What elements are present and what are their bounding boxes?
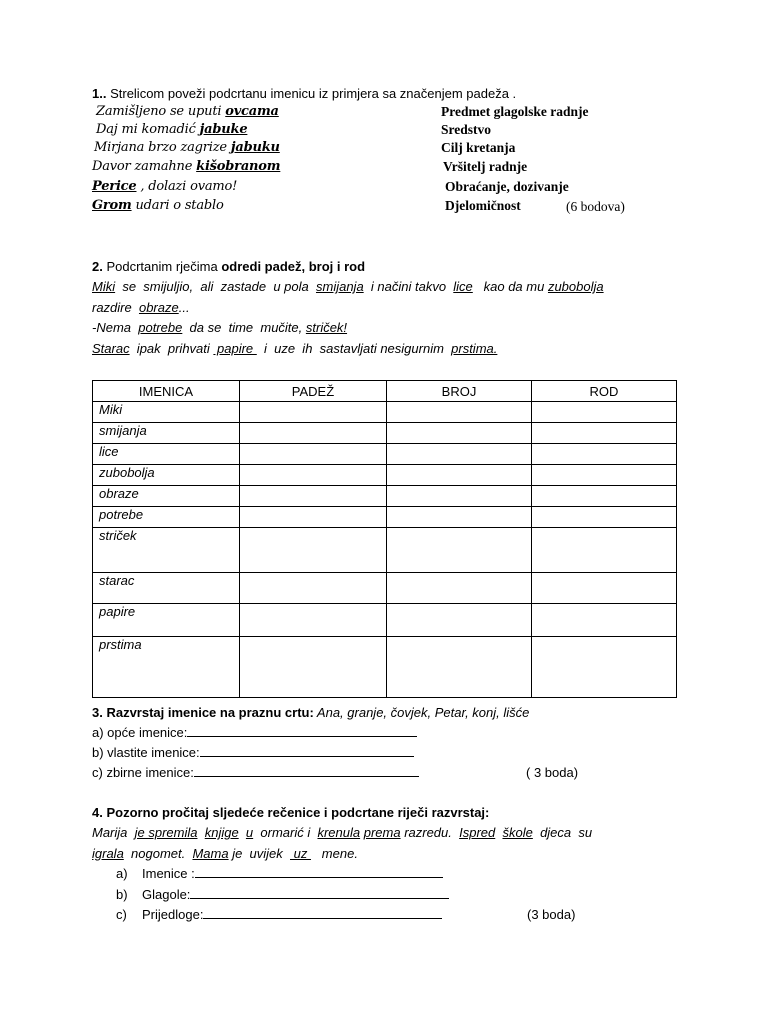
task4-text-line	[92, 825, 592, 840]
answer-cell[interactable]	[387, 465, 532, 486]
table-row	[93, 402, 677, 423]
answer-cell[interactable]	[240, 573, 387, 604]
table-row	[93, 465, 677, 486]
task1-number: 1..	[92, 86, 107, 101]
underlined-word: lice	[453, 279, 473, 294]
column-header: IMENICA	[93, 381, 240, 402]
meaning-item: Predmet glagolske radnje	[441, 104, 589, 119]
answer-cell[interactable]	[532, 423, 677, 444]
underlined-noun: jabuku	[230, 140, 280, 155]
answer-cell[interactable]	[240, 486, 387, 507]
underlined-noun: Perice	[92, 179, 137, 194]
text-run: razdire	[92, 300, 139, 315]
text-run: i načini takvo	[363, 279, 454, 294]
task3-item: c) zbirne imenice:	[92, 765, 419, 780]
text-run: ...	[178, 300, 190, 315]
meaning-item: Cilj kretanja	[441, 140, 516, 155]
answer-cell[interactable]	[532, 507, 677, 528]
meaning-item: Obraćanje, dozivanje	[445, 179, 569, 194]
answer-cell[interactable]	[240, 637, 387, 698]
task2-text-line	[92, 341, 497, 356]
text-run: -Nema	[92, 320, 139, 335]
table-row	[93, 528, 677, 573]
text-run: je uvijek	[228, 846, 290, 861]
table-row	[93, 604, 677, 637]
task4-item: b) Glagole:	[116, 887, 449, 902]
answer-line[interactable]	[187, 725, 417, 737]
underlined-noun: Grom	[92, 198, 132, 213]
text-run: ipak prihvati	[129, 341, 214, 356]
table-row	[93, 573, 677, 604]
answer-cell[interactable]	[387, 604, 532, 637]
noun-cell: prstima	[93, 637, 240, 698]
noun-cell: lice	[93, 444, 240, 465]
underlined-word: prema	[363, 825, 401, 840]
example-row: Perice , dolazi ovamo!	[92, 179, 238, 194]
underlined-word: u	[245, 825, 254, 840]
noun-cell: potrebe	[93, 507, 240, 528]
answer-cell[interactable]	[387, 402, 532, 423]
underlined-word: Ispred	[459, 825, 496, 840]
text-run: razredu.	[400, 825, 460, 840]
table-row	[93, 507, 677, 528]
answer-cell[interactable]	[532, 528, 677, 573]
underlined-word: knjige	[204, 825, 239, 840]
noun-cell: zubobolja	[93, 465, 240, 486]
task1-instruction: Strelicom poveži podcrtanu imenicu iz primjera sa značenjem padeža .	[106, 86, 517, 101]
answer-cell[interactable]	[387, 507, 532, 528]
underlined-word: uz	[290, 846, 311, 861]
underlined-word: striček!	[305, 320, 348, 335]
underlined-word: obraze	[138, 300, 179, 315]
answer-cell[interactable]	[532, 444, 677, 465]
task1-points: (6 bodova)	[566, 199, 625, 214]
task2-number: 2.	[92, 259, 103, 274]
answer-cell[interactable]	[532, 604, 677, 637]
answer-cell[interactable]	[532, 465, 677, 486]
answer-cell[interactable]	[240, 528, 387, 573]
text-run	[197, 825, 204, 840]
text-run: nogomet.	[123, 846, 193, 861]
meaning-item: Vršitelj radnje	[443, 159, 528, 174]
answer-cell[interactable]	[532, 637, 677, 698]
noun-cell: papire	[93, 604, 240, 637]
answer-cell[interactable]	[387, 444, 532, 465]
answer-cell[interactable]	[387, 573, 532, 604]
noun-cell: Miki	[93, 402, 240, 423]
answer-cell[interactable]	[532, 402, 677, 423]
task1-title	[92, 86, 516, 101]
underlined-noun: ovcama	[225, 104, 279, 119]
answer-cell[interactable]	[387, 528, 532, 573]
column-header: PADEŽ	[240, 381, 387, 402]
underlined-word: je spremila	[134, 825, 198, 840]
answer-line[interactable]	[203, 907, 442, 919]
task2-text-line	[92, 320, 347, 335]
text-run	[239, 825, 246, 840]
column-header: ROD	[532, 381, 677, 402]
answer-cell[interactable]	[240, 423, 387, 444]
answer-cell[interactable]	[240, 507, 387, 528]
underlined-noun: jabuke	[199, 122, 248, 137]
meaning-item: Sredstvo	[441, 122, 492, 137]
column-header: BROJ	[387, 381, 532, 402]
table-row	[93, 637, 677, 698]
noun-cell: striček	[93, 528, 240, 573]
underlined-word: krenula	[317, 825, 361, 840]
underlined-noun: kišobranom	[196, 159, 281, 174]
text-run: Marija	[92, 825, 135, 840]
answer-cell[interactable]	[387, 423, 532, 444]
table-row	[93, 444, 677, 465]
task3-number: 3.	[92, 705, 103, 720]
noun-analysis-table	[92, 380, 677, 698]
underlined-word: Starac	[92, 341, 130, 356]
answer-cell[interactable]	[387, 486, 532, 507]
task3-item: a) opće imenice:	[92, 725, 417, 740]
table-row	[93, 423, 677, 444]
underlined-word: papire	[213, 341, 257, 356]
task2-text-line	[92, 300, 190, 315]
task3-title: 3. Razvrstaj imenice na praznu crtu: Ana, granje, čovjek, Petar, konj, lišće	[92, 705, 530, 720]
answer-cell[interactable]	[387, 637, 532, 698]
table-header-row	[93, 381, 677, 402]
task4-title: 4. Pozorno pročitaj sljedeće rečenice i podcrtane riječi razvrstaj:	[92, 805, 490, 820]
task2-title: 2. Podcrtanim rječima odredi padež, broj i rod	[92, 259, 366, 274]
answer-line[interactable]	[195, 866, 443, 878]
task4-item: c) Prijedloge:	[116, 907, 442, 922]
text-run: djeca su	[532, 825, 593, 840]
noun-cell: starac	[93, 573, 240, 604]
underlined-word: zubobolja	[547, 279, 604, 294]
underlined-word: Miki	[92, 279, 116, 294]
underlined-word: Mama	[192, 846, 229, 861]
underlined-word: prstima.	[451, 341, 498, 356]
answer-cell[interactable]	[532, 573, 677, 604]
example-row: Zamišljeno se uputi ovcama	[96, 104, 279, 119]
answer-cell[interactable]	[240, 604, 387, 637]
underlined-word: smijanja	[315, 279, 364, 294]
task3-points: ( 3 boda)	[526, 765, 579, 780]
text-run: da se time mučite,	[182, 320, 306, 335]
example-row: Mirjana brzo zagrize jabuku	[94, 140, 280, 155]
task3-word-list: Ana, granje, čovjek, Petar, konj, lišće	[313, 705, 530, 720]
text-run: mene.	[310, 846, 358, 861]
answer-cell[interactable]	[240, 444, 387, 465]
text-run: kao da mu	[472, 279, 548, 294]
answer-cell[interactable]	[240, 402, 387, 423]
noun-cell: smijanja	[93, 423, 240, 444]
answer-line[interactable]	[200, 745, 414, 757]
task2-text-line	[92, 279, 604, 294]
answer-line[interactable]	[194, 765, 419, 777]
task3-item: b) vlastite imenice:	[92, 745, 414, 760]
underlined-word: potrebe	[138, 320, 183, 335]
task4-points: (3 boda)	[527, 907, 576, 922]
answer-line[interactable]	[190, 887, 449, 899]
underlined-word: škole	[502, 825, 533, 840]
task4-item: a) Imenice :	[116, 866, 443, 881]
example-row: Davor zamahne kišobranom	[92, 159, 281, 174]
text-run: ormarić i	[253, 825, 318, 840]
answer-cell[interactable]	[240, 465, 387, 486]
example-row: Grom udari o stablo	[92, 198, 224, 213]
answer-cell[interactable]	[532, 486, 677, 507]
text-run: i uze ih sastavljati nesigurnim	[256, 341, 452, 356]
table-row	[93, 486, 677, 507]
task4-text-line	[92, 846, 358, 861]
underlined-word: igrala	[92, 846, 124, 861]
example-row: Daj mi komadić jabuke	[96, 122, 248, 137]
text-run: se smijuljio, ali zastade u pola	[115, 279, 316, 294]
noun-cell: obraze	[93, 486, 240, 507]
meaning-item: Djelomičnost	[445, 198, 521, 213]
